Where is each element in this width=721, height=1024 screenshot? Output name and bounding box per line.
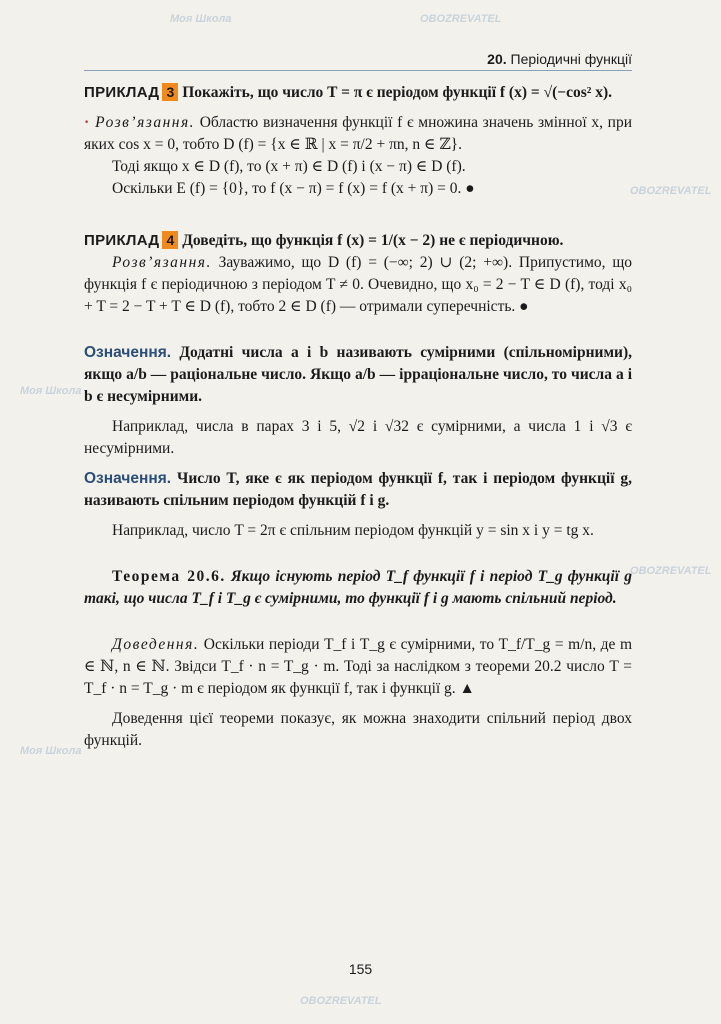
definition-text: Додатні числа a і b називають сумірними (спільномірними), якщо a/b — раціональне число. Якщо a/b — ірраціональне число, то числа a і b є несумірними.: [84, 344, 633, 405]
page-header: [84, 48, 632, 71]
watermark-obozrevatel: OBOZREVATEL: [420, 13, 502, 25]
watermark-obozrevatel: OBOZREVATEL: [300, 995, 382, 1007]
solution-label: Розв’язання.: [95, 114, 196, 131]
proof-text: Оскільки періоди T_f і T_g є сумірними, то T_f/T_g = m/n, де m ∈ ℕ, n ∈ ℕ. Звідси T_f · n = T_g · m. Тоді за наслідком з теореми 20.2 число T = T_f · n = T_g · m є періодом як функції f, так і функції g. ▲: [84, 636, 632, 697]
theorem-label: Теорема 20.6.: [112, 568, 226, 585]
theorem-text: Якщо існують період T_f функції f і період T_g функції g такі, що числа T_f і T_g є сумірними, то функції f і g мають спільний період.: [84, 568, 632, 607]
watermark-moya-shkola: Моя Школа: [20, 745, 82, 757]
definition-common-period: [84, 468, 632, 512]
closing-text: Доведення цієї теореми показує, як можна знаходити спільний період двох функцій.: [84, 710, 632, 749]
proof: [84, 634, 632, 700]
example-4-solution: [84, 252, 632, 318]
watermark-moya-shkola: Моя Школа: [20, 385, 82, 397]
solution-label: Розв’язання.: [112, 254, 212, 271]
definition-label: Означення.: [84, 344, 172, 361]
watermark-moya-shkola: Моя Школа: [170, 13, 232, 25]
proof-label: Доведення.: [112, 636, 200, 653]
bullet-icon: ·: [84, 114, 90, 131]
example-label: ПРИКЛАД: [84, 232, 160, 249]
example-3-text: Покажіть, що число T = π є періодом функції f (x) = √(−cos² x).: [182, 84, 613, 101]
theorem-20-6: [84, 566, 632, 610]
watermark-obozrevatel: OBOZREVATEL: [630, 185, 712, 197]
example-number-badge: 4: [162, 231, 178, 249]
definition-text: Число T, яке є як періодом функції f, так і періодом функції g, називають спільним періодом функцій f і g.: [84, 470, 633, 509]
example-3-solution: [84, 112, 632, 156]
example-number-badge: 3: [162, 83, 178, 101]
watermark-obozrevatel: OBOZREVATEL: [630, 565, 712, 577]
page-content: [84, 82, 632, 752]
example-3-solution-line-2: Тоді якщо x ∈ D (f), то (x + π) ∈ D (f) і (x − π) ∈ D (f).: [112, 158, 466, 175]
example-label: ПРИКЛАД: [84, 84, 160, 101]
solution-text-1: Областю визначення функції f є множина значень змінної x, при яких cos x = 0, тобто D (f) = {x ∈ ℝ | x = π/2 + πn, n ∈ ℤ}.: [84, 114, 633, 153]
chapter-number: 20.: [487, 51, 507, 67]
example-3-statement: [84, 82, 632, 104]
chapter-name: Періодичні функції: [510, 51, 632, 67]
commensurable-example: Наприклад, числа в парах 3 і 5, √2 і √32 є сумірними, а числа 1 і √3 є несумірними.: [84, 418, 632, 457]
chapter-title: [487, 48, 632, 70]
solution-text: Зауважимо, що D (f) = (−∞; 2) ∪ (2; +∞). Припустимо, що функція f є періодичною з періодом T ≠ 0. Очевидно, що x₀ = 2 − T ∈ D (f), тоді x₀ + T = 2 − T + T ∈ D (f), тобто 2 ∈ D (f) — отримали суперечність. ●: [84, 254, 633, 315]
definition-label: Означення.: [84, 470, 172, 487]
common-period-example: Наприклад, число T = 2π є спільним періодом функцій y = sin x і y = tg x.: [112, 522, 594, 539]
page-number: 155: [348, 961, 373, 977]
example-4-statement: [84, 230, 632, 252]
example-4-text: Доведіть, що функція f (x) = 1/(x − 2) не є періодичною.: [182, 232, 564, 249]
example-3-solution-line-3: Оскільки E (f) = {0}, то f (x − π) = f (x) = f (x + π) = 0. ●: [112, 180, 475, 197]
definition-commensurable: [84, 342, 632, 408]
